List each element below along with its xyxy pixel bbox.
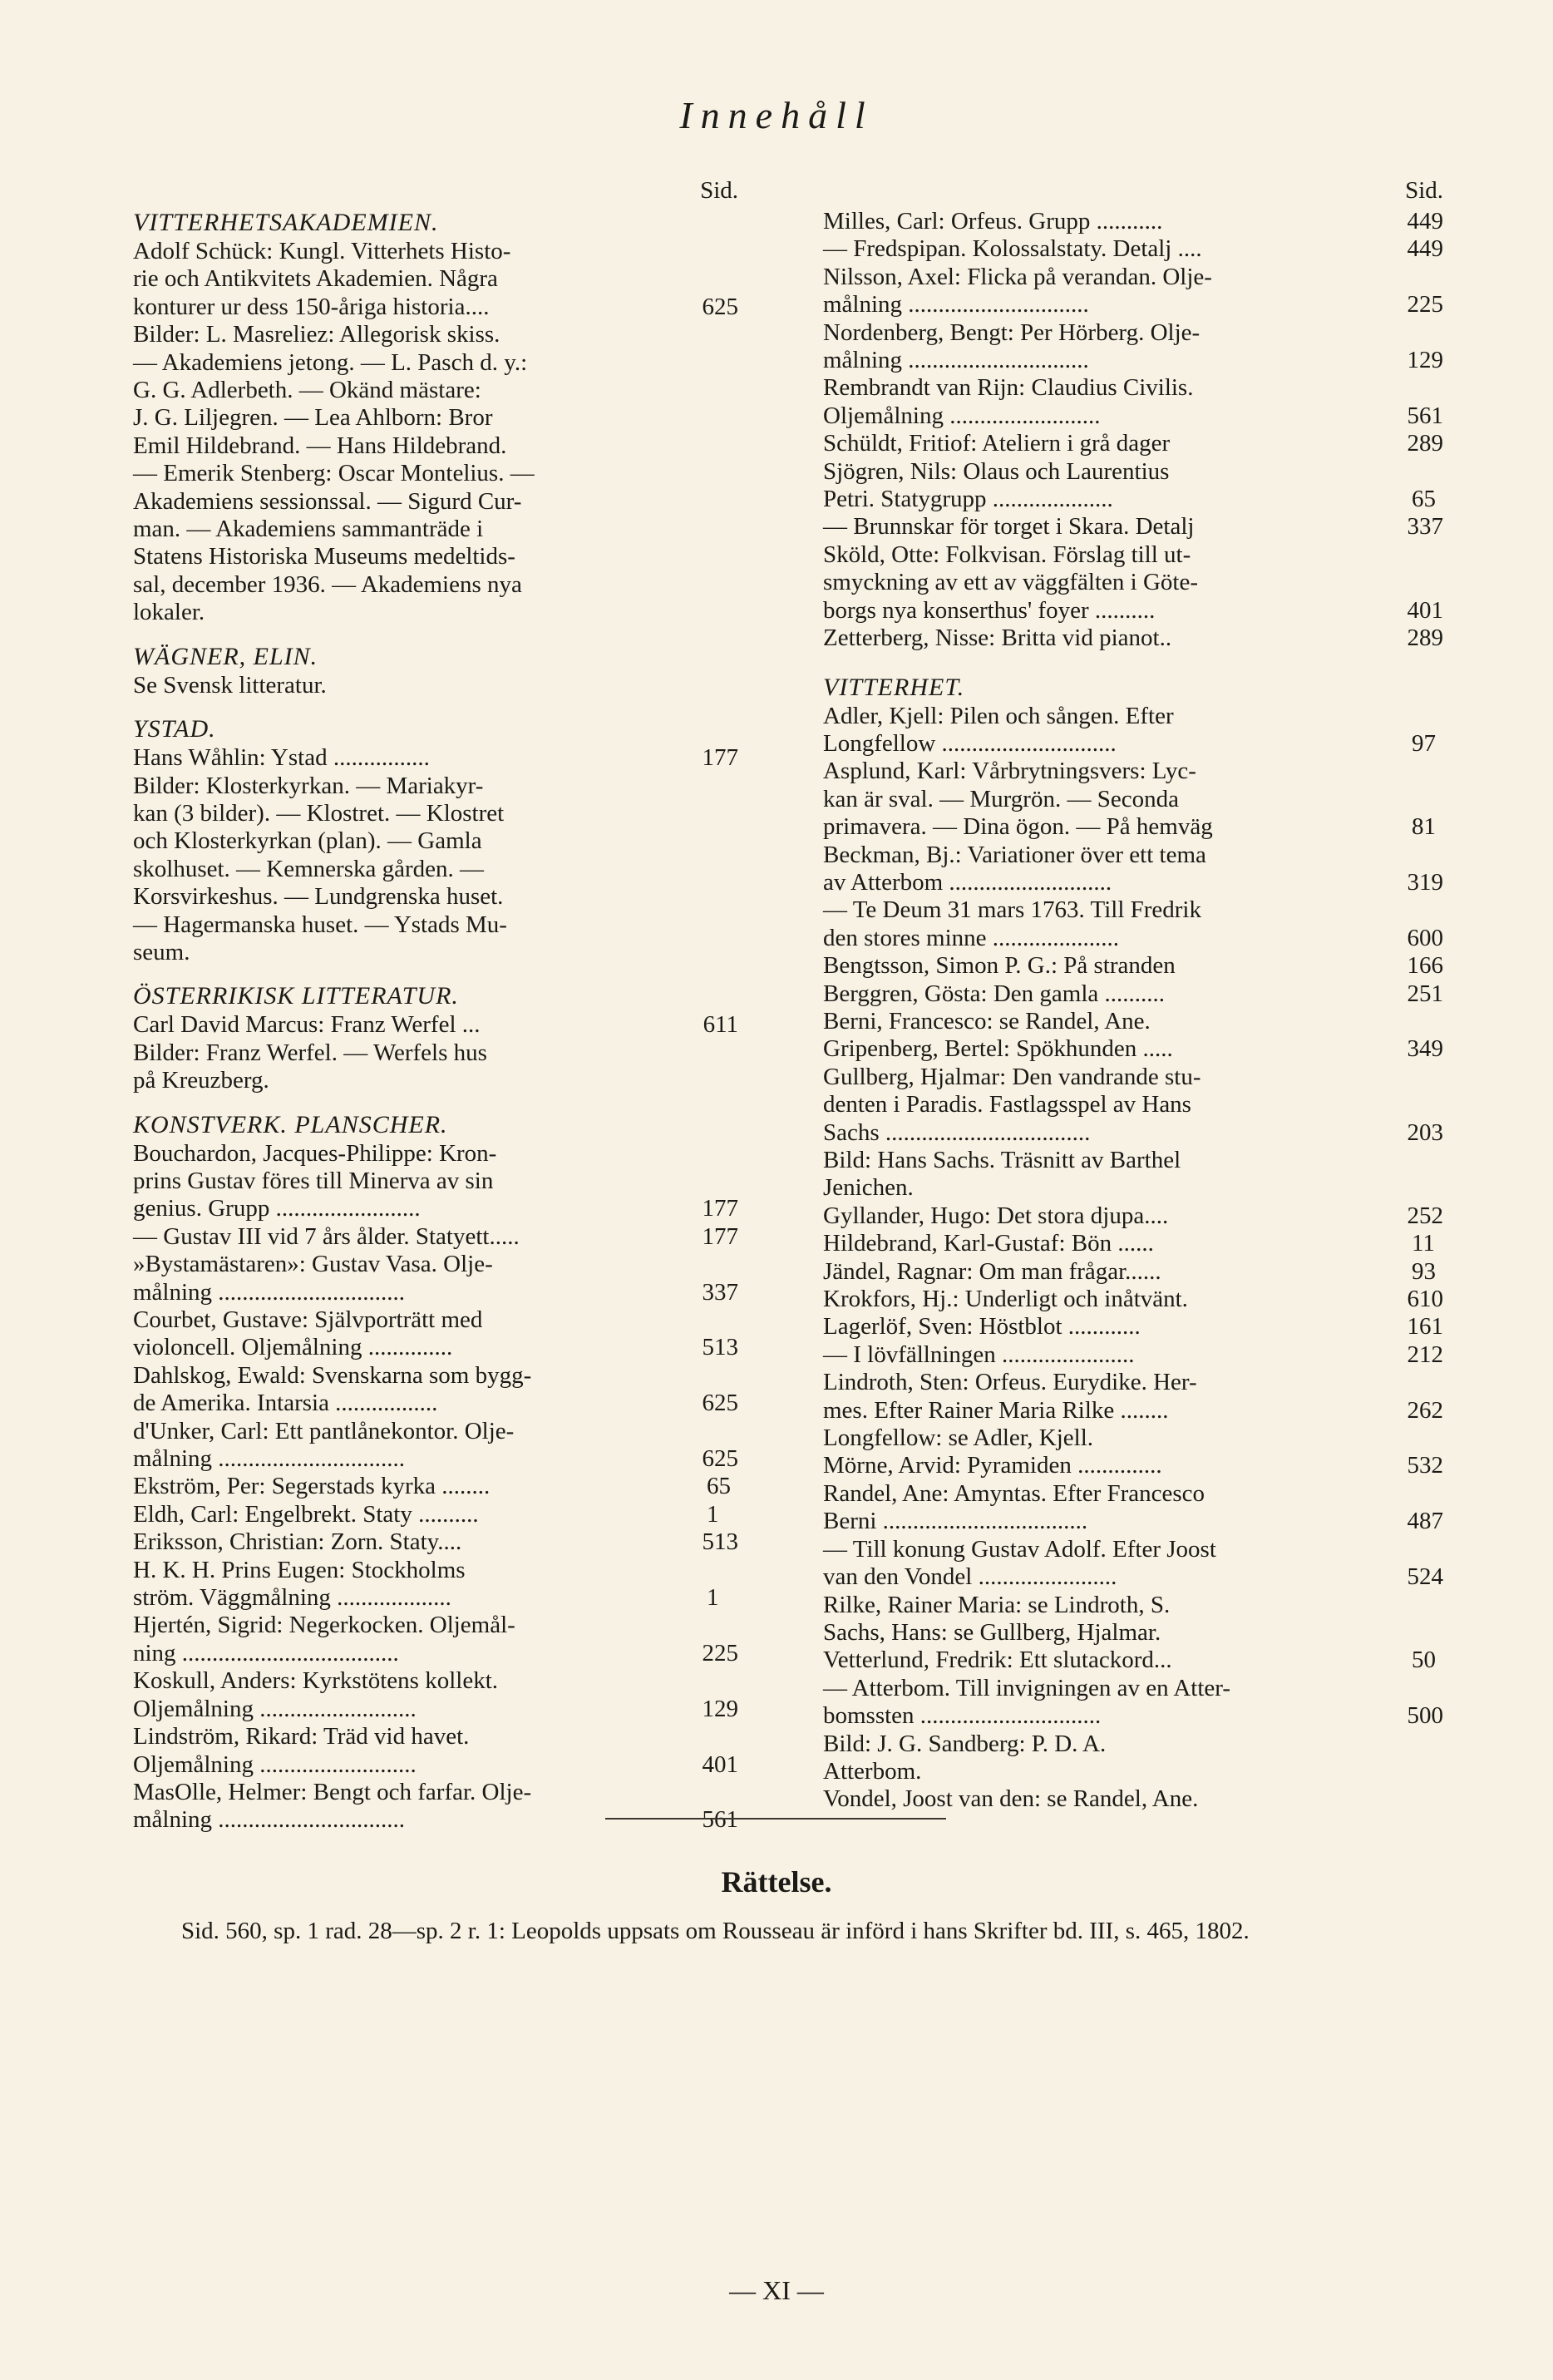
index-entry: 449 — Fredspipan. Kolossalstaty. Detalj .... — [823, 235, 1443, 263]
page-title: Innehåll — [679, 94, 874, 136]
index-entry: 289 Schüldt, Fritiof: Ateliern i grå dager — [823, 430, 1443, 457]
page-column-label: Sid. — [1405, 177, 1443, 204]
index-entry: 289 Zetterberg, Nisse: Britta vid pianot.. — [823, 625, 1443, 652]
index-entry: Bild: Hans Sachs. Träsnitt av Barthel Jenichen. — [823, 1147, 1181, 1202]
index-entry: Sköld, Otte: Folkvisan. Förslag till ut- smyckning av ett av väggfälten i Göte- 401 borgs nya konserthus' foyer .......... — [823, 541, 1443, 624]
section-heading: WÄGNER, ELIN. — [133, 642, 318, 670]
index-entry: Asplund, Karl: Vårbrytningsvers: Lyc- kan är sval. — Murgrön. — Seconda 81 primavera. — Dina ögon. — På hemväg — [823, 758, 1436, 841]
index-entry: Hjertén, Sigrid: Negerkocken. Oljemål- 225 ning .................................... — [133, 1612, 738, 1666]
index-entry: 93 Jändel, Ragnar: Om man frågar...... — [823, 1257, 1436, 1285]
index-entry: Beckman, Bj.: Variationer över ett tema 319 av Atterbom ........................... — [823, 841, 1443, 896]
index-entry: 252 Gyllander, Hugo: Det stora djupa.... — [823, 1202, 1443, 1229]
index-entry: 349 Gripenberg, Bertel: Spökhunden ..... — [823, 1035, 1443, 1063]
index-entry: 166 Bengtsson, Simon P. G.: På stranden — [823, 952, 1443, 980]
index-entry: Bild: J. G. Sandberg: P. D. A. Atterbom. — [823, 1730, 1107, 1785]
index-entry: 11 Hildebrand, Karl-Gustaf: Bön ...... — [823, 1230, 1435, 1257]
index-entry: Sachs, Hans: se Gullberg, Hjalmar. — [823, 1618, 1161, 1646]
index-entry: Bouchardon, Jacques-Philippe: Kron- prins Gustav föres till Minerva av sin 177 genius. Grupp ........................ — [133, 1139, 738, 1222]
section-heading: VITTERHET. — [823, 673, 965, 701]
section-divider — [605, 1818, 946, 1820]
section-heading: VITTERHETSAKADEMIEN. — [133, 209, 439, 236]
index-entry: 251 Berggren, Gösta: Den gamla .......... — [823, 980, 1443, 1007]
index-entry: »Bystamästaren»: Gustav Vasa. Olje- 337 målning ............................... — [133, 1251, 738, 1306]
index-entry: Gullberg, Hjalmar: Den vandrande stu- denten i Paradis. Fastlagsspel av Hans 203 Sachs .................................. — [823, 1063, 1443, 1146]
section-heading: YSTAD. — [133, 715, 216, 743]
index-entry: 212 — I lövfällningen ...................... — [823, 1341, 1443, 1368]
index-entry: d'Unker, Carl: Ett pantlånekontor. Olje- 625 målning ............................... — [133, 1417, 738, 1473]
index-entry: MasOlle, Helmer: Bengt och farfar. Olje- 561 målning ............................... — [133, 1778, 738, 1834]
section-heading: ÖSTERRIKISK LITTERATUR. — [133, 982, 459, 1010]
page-number: 177 — [702, 744, 738, 772]
index-entry: 611 Carl David Marcus: Franz Werfel ... Bilder: Franz Werfel. — Werfels hus på Kreuzberg. — [133, 1011, 738, 1094]
section-heading: KONSTVERK. PLANSCHER. — [133, 1110, 448, 1138]
left-column — [133, 173, 738, 1834]
index-entry: 513 Eriksson, Christian: Zorn. Staty.... — [133, 1528, 738, 1556]
errata-text: Sid. 560, sp. 1 rad. 28—sp. 2 r. 1: Leopolds uppsats om Rousseau är införd i hans Skrifter bd. III, s. 465, 1802. — [181, 1918, 1250, 1944]
index-entry: Adolf Schück: Kungl. Vitterhets Histo- rie och Antikvitets Akademien. Några 625 konturer ur dess 150-åriga historia.... Bilder: L. Masreliez: Allegorisk skiss. — Akademiens jetong. — L. Pasch d. y.: G. G. Adlerbeth. — Okänd mästare: J. G. Liljegren. — Lea Ahlborn: Bror Emil Hildebrand. — Hans Hildebrand. — Emerik Stenberg: Oscar Montelius. — Akademiens sessionssal. — Sigurd Cur- man. — Akademiens sammanträde i Statens Historiska Museums medeltids- sal, december 1936. — Akademiens nya lokaler. — [133, 238, 738, 626]
index-entry: Se Svensk litteratur. — [133, 671, 327, 699]
index-entry: 610 Krokfors, Hj.: Underligt och inåtvänt. — [823, 1286, 1443, 1313]
index-entry: Rilke, Rainer Maria: se Lindroth, S. — [823, 1591, 1171, 1618]
index-entry: 50 Vetterlund, Fredrik: Ett slutackord... — [823, 1647, 1436, 1674]
index-entry: Longfellow: se Adler, Kjell. — [823, 1425, 1094, 1452]
index-entry: 177 — Gustav III vid 7 års ålder. Statyett..... — [133, 1222, 738, 1250]
index-entry: Sjögren, Nils: Olaus och Laurentius 65 Petri. Statygrupp .................... — [823, 457, 1436, 513]
index-entry: 65 Ekström, Per: Segerstads kyrka ........ — [133, 1473, 731, 1500]
index-entry: 1 Eldh, Carl: Engelbrekt. Staty .......... — [133, 1500, 719, 1528]
index-entry: Adler, Kjell: Pilen och sången. Efter 97 Longfellow ............................. — [823, 702, 1436, 757]
index-entry: Randel, Ane: Amyntas. Efter Francesco 487 Berni .................................. — [823, 1479, 1443, 1535]
index-entry: 337 — Brunnskar för torget i Skara. Detalj — [823, 513, 1443, 541]
index-entry: 532 Mörne, Arvid: Pyramiden .............. — [823, 1452, 1443, 1479]
index-entry: Vondel, Joost van den: se Randel, Ane. — [823, 1785, 1199, 1813]
page-folio: — XI — — [729, 2275, 824, 2305]
page-number: 611 — [703, 1011, 738, 1039]
page-number: 625 — [702, 293, 738, 320]
index-entry: Dahlskog, Ewald: Svenskarna som bygg- 625 de Amerika. Intarsia ................. — [133, 1361, 738, 1417]
index-entry: — Till konung Gustav Adolf. Efter Joost 524 van den Vondel ....................... — [823, 1535, 1443, 1591]
index-entry: Courbet, Gustave: Självporträtt med 513 violoncell. Oljemålning .............. — [133, 1306, 738, 1361]
index-entry: Berni, Francesco: se Randel, Ane. — [823, 1007, 1151, 1034]
index-entry: Rembrandt van Rijn: Claudius Civilis. 561 Oljemålning ......................... — [823, 374, 1443, 429]
right-column — [823, 173, 1443, 1814]
index-entry: Lindström, Rikard: Träd vid havet. 401 Oljemålning .......................... — [133, 1723, 738, 1778]
index-entry: Nilsson, Axel: Flicka på verandan. Olje- 225 målning .............................. — [823, 263, 1443, 318]
index-entry: Koskull, Anders: Kyrkstötens kollekt. 129 Oljemålning .......................... — [133, 1667, 738, 1722]
index-entry: — Te Deum 31 mars 1763. Till Fredrik 600 den stores minne ..................... — [823, 896, 1443, 951]
index-entry: 161 Lagerlöf, Sven: Höstblot ............ — [823, 1313, 1443, 1341]
index-entry: Lindroth, Sten: Orfeus. Eurydike. Her- 262 mes. Efter Rainer Maria Rilke ........ — [823, 1369, 1443, 1424]
index-entry: — Atterbom. Till invigningen av en Atter- 500 bomssten .............................. — [823, 1674, 1443, 1730]
errata-heading: Rättelse. — [721, 1865, 832, 1899]
index-entry: 177 Hans Wåhlin: Ystad ................ Bilder: Klosterkyrkan. — Mariakyr- kan (3 bilder). — Klostret. — Klostret och Klosterkyrkan (plan). — Gamla skolhuset. — Kemnerska gården. — Korsvirkeshus. — Lundgrenska huset. — Hagermanska huset. — Ystads Mu- seum. — [133, 744, 738, 965]
index-entry: Nordenberg, Bengt: Per Hörberg. Olje- 129 målning .............................. — [823, 318, 1443, 374]
page-column-label: Sid. — [700, 177, 738, 204]
index-entry: 449 Milles, Carl: Orfeus. Grupp ........... — [823, 208, 1443, 235]
index-entry: H. K. H. Prins Eugen: Stockholms 1 ström. Väggmålning ................... — [133, 1556, 719, 1612]
